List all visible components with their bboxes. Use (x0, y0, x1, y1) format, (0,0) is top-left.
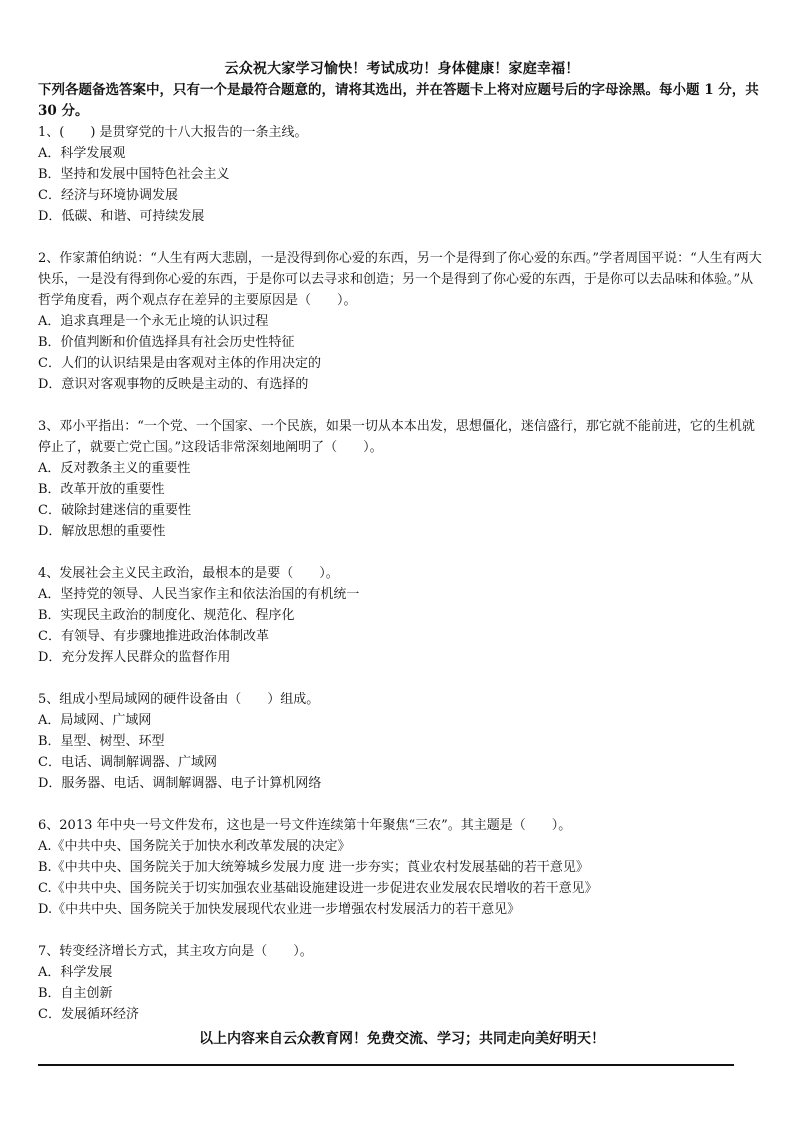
question-3 (38, 416, 766, 542)
question-5 (38, 689, 766, 794)
option-a: A．坚持党的领导、人民当家作主和依法治国的有机统一 (38, 587, 360, 602)
option-c: C．电话、调制解调器、广域网 (38, 755, 217, 770)
option-c: C．经济与环境协调发展 (38, 188, 178, 203)
document-page (38, 58, 766, 1025)
footer-title: 以上内容来自云众教育网！免费交流、学习；共同走向美好明天！ (199, 1031, 605, 1047)
question-1 (38, 122, 766, 227)
question-7 (38, 941, 766, 1025)
question-4 (38, 563, 766, 668)
spacer (38, 668, 766, 689)
option-b: B．实现民主政治的制度化、规范化、程序化 (38, 608, 295, 623)
option-b: B．改革开放的重要性 (38, 482, 165, 497)
option-d: D．充分发挥人民群众的监督作用 (38, 650, 231, 665)
question-stem: 2、作家萧伯纳说：“人生有两大悲剧，一是没得到你心爱的东西，另一个是得到了你心爱的东西。”学者周国平说：“人生有两大快乐，一是没有得到你心爱的东西，于是你可以去寻求和创造；另一个是得到了你心爱的东西，于是你可以去品味和体验。”从哲学角度看，两个观点存在差异的主要原因是（ ）。 (38, 251, 762, 308)
option-a: A．科学发展观 (38, 146, 126, 161)
option-b: B．价值判断和价值选择具有社会历史性特征 (38, 335, 295, 350)
spacer (38, 395, 766, 416)
option-d: D.《中共中央、国务院关于加快发展现代农业进一步增强农村发展活力的若干意见》 (38, 902, 521, 917)
spacer (38, 920, 766, 941)
option-d: D．服务器、电话、调制解调器、电子计算机网络 (38, 776, 322, 791)
question-stem: 3、邓小平指出：“一个党、一个国家、一个民族，如果一切从本本出发，思想僵化，迷信盛行，那它就不能前进，它的生机就停止了，就要亡党亡国。”这段话非常深刻地阐明了（ ）。 (38, 419, 755, 455)
spacer (38, 794, 766, 815)
option-d: D．意识对客观事物的反映是主动的、有选择的 (38, 377, 309, 392)
option-c: C．有领导、有步骤地推进政治体制改革 (38, 629, 269, 644)
option-d: D．解放思想的重要性 (38, 524, 166, 539)
question-stem: 7、转变经济增长方式，其主攻方向是（ ）。 (38, 944, 313, 959)
option-c: C．人们的认识结果是由客观对主体的作用决定的 (38, 356, 321, 371)
footer-divider (38, 1064, 734, 1066)
question-stem: 4、发展社会主义民主政治，最根本的是要（ ）。 (38, 566, 339, 581)
option-b: B．自主创新 (38, 986, 113, 1001)
option-a: A．追求真理是一个永无止境的认识过程 (38, 314, 269, 329)
question-6 (38, 815, 766, 920)
question-stem: 1、( ) 是贯穿党的十八大报告的一条主线。 (38, 125, 308, 140)
option-a: A．局域网、广域网 (38, 713, 152, 728)
option-b: B．星型、树型、环型 (38, 734, 165, 749)
spacer (38, 227, 766, 248)
option-c: C．破除封建迷信的重要性 (38, 503, 191, 518)
instructions: 下列各题备选答案中，只有一个是最符合题意的，请将其选出，并在答题卡上将对应题号后的字母涂黑。每小题 1 分，共 30 分。 (38, 82, 759, 119)
option-a: A.《中共中央、国务院关于加快水利改革发展的决定》 (38, 839, 351, 854)
header-title: 云众祝大家学习愉快！考试成功！身体健康！家庭幸福！ (224, 61, 580, 77)
option-b: B.《中共中央、国务院关于加大统筹城乡发展力度 进一步夯实；莨业农村发展基础的若干意见》 (38, 860, 589, 875)
option-a: A．科学发展 (38, 965, 113, 980)
spacer (38, 542, 766, 563)
option-a: A．反对教条主义的重要性 (38, 461, 191, 476)
option-b: B．坚持和发展中国特色社会主义 (38, 167, 230, 182)
question-stem: 5、组成小型局域网的硬件设备由（ ）组成。 (38, 692, 320, 707)
option-d: D．低碳、和谐、可持续发展 (38, 209, 205, 224)
question-stem: 6、2013 年中央一号文件发布，这也是一号文件连续第十年聚焦“三农”。其主题是（ ）。 (38, 818, 572, 833)
option-c: C．发展循环经济 (38, 1007, 139, 1022)
question-2 (38, 248, 766, 395)
option-c: C.《中共中央、国务院关于切实加强农业基础设施建设进一步促进农业发展农民增收的若干意见》 (38, 881, 598, 896)
